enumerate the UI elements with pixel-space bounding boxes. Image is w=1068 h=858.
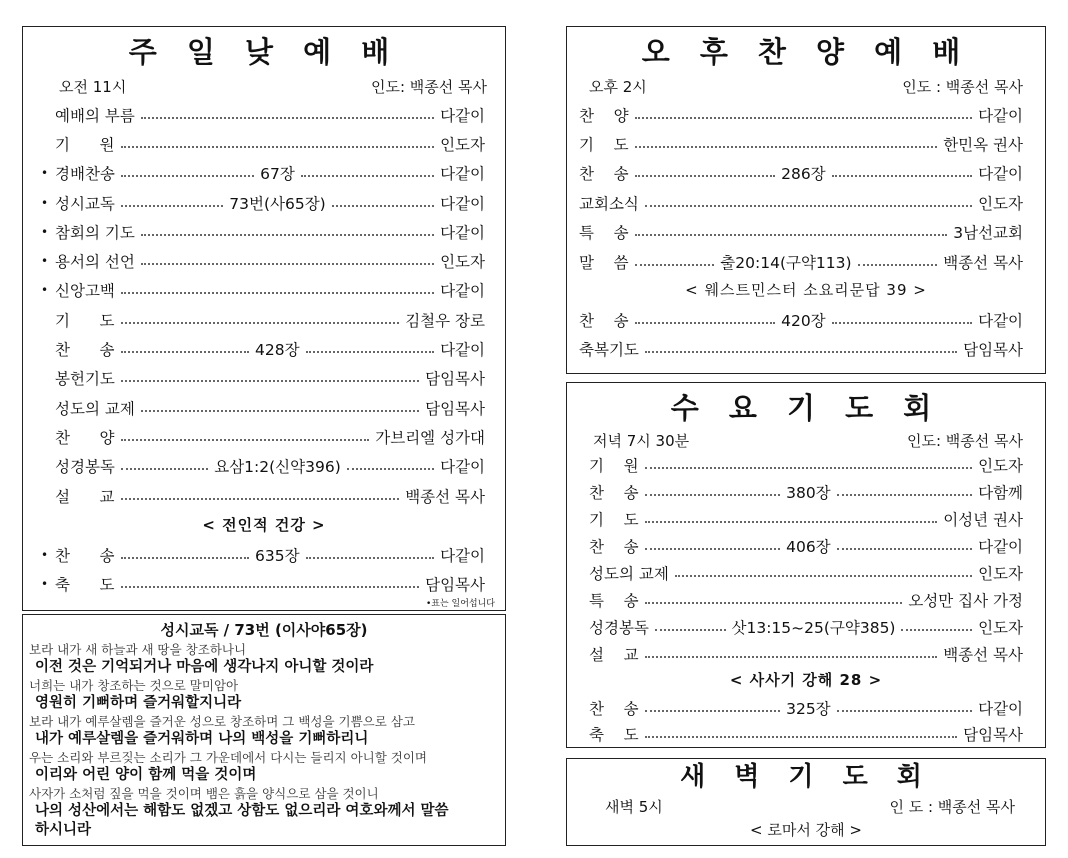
dotted-leader <box>635 146 938 148</box>
order-row <box>579 218 1023 247</box>
sunday-title: 주 일 낮 예 배 <box>128 35 400 69</box>
order-detail: 73번(사65장) <box>229 194 326 213</box>
afternoon-closing-list <box>567 305 1045 364</box>
dawn-leader: 인 도 : 백종선 목사 <box>889 797 1015 816</box>
order-person: 오성만 집사 가정 <box>908 591 1023 610</box>
order-label: 찬 송 <box>589 538 639 557</box>
sunday-sermon-title: < 전인적 건강 > <box>202 516 326 535</box>
order-detail: 406장 <box>786 538 831 557</box>
dotted-leader <box>121 351 250 353</box>
order-label: 성경봉독 <box>55 458 115 477</box>
standing-bullet: • <box>41 224 49 239</box>
order-person: 인도자 <box>978 194 1023 213</box>
congregation-line: 내가 예루살렘을 즐거워하며 나의 백성을 기뻐하리니 <box>35 731 369 747</box>
order-label: 찬 송 <box>579 165 629 184</box>
dotted-leader <box>121 175 254 177</box>
wednesday-order-list <box>567 452 1045 667</box>
dotted-leader <box>121 380 419 382</box>
standing-bullet: • <box>41 166 49 181</box>
dotted-leader <box>635 264 715 266</box>
order-row <box>41 364 485 393</box>
order-row <box>41 334 485 363</box>
order-person: 인도자 <box>440 135 485 154</box>
order-row <box>589 640 1023 667</box>
dotted-leader <box>675 575 972 577</box>
dotted-leader <box>141 410 419 412</box>
dotted-leader <box>645 548 780 550</box>
dotted-leader <box>635 117 972 119</box>
order-row <box>579 188 1023 217</box>
order-label: 찬 양 <box>55 428 115 447</box>
order-row <box>41 276 485 305</box>
order-row <box>41 422 485 451</box>
leader-line: 보라 내가 예루살렘을 즐거운 성으로 창조하며 그 백성을 기쁨으로 삼고 <box>29 714 415 729</box>
dotted-leader <box>121 468 208 470</box>
order-row <box>589 506 1023 533</box>
sunday-time: 오전 11시 <box>59 77 127 96</box>
order-label: 축 도 <box>55 576 115 595</box>
dotted-leader <box>121 322 400 324</box>
order-label: 성경봉독 <box>589 618 649 637</box>
order-person: 다같이 <box>440 546 485 565</box>
dotted-leader <box>645 602 903 604</box>
order-detail: 286장 <box>781 165 826 184</box>
order-person: 김철우 장로 <box>405 311 485 330</box>
wednesday-time: 저녁 7시 30분 <box>593 431 690 450</box>
dawn-header <box>567 793 1045 819</box>
wednesday-sub: < 사사기 강해 28 > <box>729 671 883 690</box>
order-label: 찬 양 <box>579 106 629 125</box>
order-label: 성도의 교제 <box>55 399 135 418</box>
order-person: 가브리엘 성가대 <box>375 428 485 447</box>
order-row <box>41 100 485 129</box>
order-row <box>589 479 1023 506</box>
sunday-service-box <box>22 26 506 611</box>
leader-line: 너희는 내가 창조하는 것으로 말미암아 <box>29 678 239 693</box>
order-row <box>589 694 1023 721</box>
dotted-leader <box>141 117 434 119</box>
order-person: 인도자 <box>440 253 485 272</box>
order-detail: 요삼1:2(신약396) <box>214 458 341 477</box>
order-person: 다같이 <box>440 223 485 242</box>
dotted-leader <box>837 494 972 496</box>
reading-title: 성시교독 / 73번 (이사야65장) <box>160 621 368 639</box>
dotted-leader <box>645 494 780 496</box>
dawn-service-box <box>566 758 1046 846</box>
sunday-leader: 인도: 백종선 목사 <box>370 77 487 96</box>
order-label: 예배의 부름 <box>55 106 135 125</box>
sunday-header <box>23 72 505 100</box>
order-label: 경배찬송 <box>55 165 115 184</box>
dawn-sub: < 로마서 강해 > <box>750 821 862 839</box>
dotted-leader <box>121 586 420 588</box>
dotted-leader <box>655 629 726 631</box>
order-row <box>589 721 1023 748</box>
dotted-leader <box>121 146 435 148</box>
order-person: 백종선 목사 <box>405 487 485 506</box>
order-person: 다같이 <box>978 165 1024 184</box>
order-person: 다함께 <box>978 484 1024 503</box>
dotted-leader <box>306 557 435 559</box>
order-label: 설 교 <box>589 645 639 664</box>
order-label: 축 도 <box>589 726 639 745</box>
order-person: 3남선교회 <box>953 224 1023 243</box>
dotted-leader <box>645 351 957 353</box>
order-label: 설 교 <box>55 487 115 506</box>
congregation-line: 하시니라 <box>35 822 92 838</box>
dotted-leader <box>141 234 434 236</box>
order-row <box>41 159 485 188</box>
order-person: 다같이 <box>978 538 1024 557</box>
dotted-leader <box>645 467 972 469</box>
sunday-closing-list <box>23 540 505 599</box>
dawn-title: 새 벽 기 도 회 <box>680 762 932 792</box>
wednesday-header <box>567 428 1045 452</box>
order-detail: 420장 <box>781 312 826 331</box>
order-row <box>41 246 485 275</box>
order-row <box>41 305 485 334</box>
order-label: 찬 송 <box>579 312 629 331</box>
order-label: 기 도 <box>579 136 629 155</box>
order-row <box>589 452 1023 479</box>
order-person: 담임목사 <box>425 576 485 595</box>
wednesday-title: 수 요 기 도 회 <box>670 391 942 425</box>
dotted-leader <box>858 264 938 266</box>
dotted-leader <box>121 557 250 559</box>
order-row <box>579 100 1023 129</box>
order-label: 교회소식 <box>579 194 639 213</box>
standing-bullet: • <box>41 283 49 298</box>
leader-line: 사자가 소처럼 짚을 먹을 것이며 뱀은 흙을 양식으로 삼을 것이니 <box>29 786 379 801</box>
order-row <box>589 533 1023 560</box>
order-person: 다같이 <box>440 458 486 477</box>
dotted-leader <box>306 351 435 353</box>
order-row <box>589 560 1023 587</box>
order-row <box>579 305 1023 334</box>
order-person: 담임목사 <box>963 726 1023 745</box>
dawn-time: 새벽 5시 <box>605 797 663 816</box>
order-person: 다같이 <box>978 699 1024 718</box>
standing-note: •표는 일어섭니다 <box>425 598 495 609</box>
order-person: 담임목사 <box>425 399 485 418</box>
standing-bullet: • <box>41 254 49 269</box>
dotted-leader <box>645 736 957 738</box>
dotted-leader <box>141 263 434 265</box>
dotted-leader <box>645 710 780 712</box>
order-row <box>41 452 485 481</box>
order-row <box>41 217 485 246</box>
order-label: 말 씀 <box>579 253 629 272</box>
wednesday-closing-list <box>567 694 1045 748</box>
order-label: 성시교독 <box>55 194 115 213</box>
order-person: 다같이 <box>978 106 1023 125</box>
order-row <box>41 481 485 510</box>
afternoon-time: 오후 2시 <box>589 77 647 96</box>
dotted-leader <box>832 175 972 177</box>
dotted-leader <box>645 521 938 523</box>
responsive-reading-box <box>22 614 506 846</box>
order-person: 다같이 <box>440 106 485 125</box>
afternoon-title: 오 후 찬 양 예 배 <box>641 35 971 69</box>
order-label: 용서의 선언 <box>55 253 135 272</box>
order-row <box>579 247 1023 276</box>
order-detail: 출20:14(구약113) <box>720 253 852 272</box>
order-label: 축복기도 <box>579 341 639 360</box>
order-person: 다같이 <box>440 194 486 213</box>
standing-bullet: • <box>41 195 49 210</box>
order-row <box>41 188 485 217</box>
congregation-line: 영원히 기뻐하며 즐거워할지니라 <box>35 695 242 711</box>
order-detail: 380장 <box>786 484 831 503</box>
order-row <box>579 335 1023 364</box>
afternoon-order-list <box>567 100 1045 276</box>
dotted-leader <box>832 322 972 324</box>
order-row <box>579 159 1023 188</box>
order-label: 특 송 <box>589 591 639 610</box>
order-label: 기 원 <box>589 457 639 476</box>
order-person: 백종선 목사 <box>943 645 1023 664</box>
order-label: 특 송 <box>579 224 629 243</box>
order-person: 인도자 <box>978 618 1023 637</box>
order-row <box>41 540 485 569</box>
order-row <box>41 129 485 158</box>
reading-lines <box>23 641 505 840</box>
order-person: 인도자 <box>978 565 1023 583</box>
leader-line: 우는 소리와 부르짖는 소리가 그 가운데에서 다시는 들리지 아니할 것이며 <box>29 750 428 765</box>
order-label: 찬 송 <box>55 546 115 565</box>
order-label: 참회의 기도 <box>55 223 135 242</box>
order-detail: 428장 <box>255 341 300 360</box>
congregation-line: 이리와 어린 양이 함께 먹을 것이며 <box>35 767 257 783</box>
standing-bullet: • <box>41 577 49 592</box>
order-label: 찬 송 <box>589 699 639 718</box>
order-row <box>41 569 485 598</box>
dotted-leader <box>121 439 370 441</box>
dotted-leader <box>635 234 948 236</box>
wednesday-leader: 인도: 백종선 목사 <box>906 431 1023 450</box>
congregation-line: 이전 것은 기억되거나 마음에 생각나지 아니할 것이라 <box>35 659 374 675</box>
order-label: 기 도 <box>589 511 639 530</box>
order-label: 봉헌기도 <box>55 370 115 389</box>
afternoon-service-box <box>566 26 1046 374</box>
wednesday-service-box <box>566 382 1046 748</box>
order-person: 백종선 목사 <box>943 253 1024 272</box>
order-person: 다같이 <box>440 341 485 360</box>
order-detail: 67장 <box>260 165 295 184</box>
dotted-leader <box>635 175 775 177</box>
order-person: 다같이 <box>440 282 485 301</box>
dotted-leader <box>645 656 938 658</box>
dotted-leader <box>121 205 223 207</box>
order-person: 담임목사 <box>963 341 1023 360</box>
congregation-line: 나의 성산에서는 해함도 없겠고 상함도 없으리라 여호와께서 말씀 <box>35 803 449 819</box>
dotted-leader <box>301 175 434 177</box>
order-detail: 325장 <box>786 699 831 718</box>
dotted-leader <box>837 710 972 712</box>
dotted-leader <box>837 548 972 550</box>
order-row <box>589 586 1023 613</box>
afternoon-header <box>567 72 1045 100</box>
leader-line: 보라 내가 새 하늘과 새 땅을 창조하나니 <box>29 642 247 657</box>
dotted-leader <box>347 468 434 470</box>
order-label: 기 원 <box>55 135 115 154</box>
order-person: 다같이 <box>440 165 485 184</box>
order-label: 신앙고백 <box>55 282 115 301</box>
order-row <box>579 129 1023 158</box>
standing-bullet: • <box>41 547 49 562</box>
dotted-leader <box>645 205 972 207</box>
order-label: 찬 송 <box>55 341 115 360</box>
order-detail: 삿13:15~25(구약385) <box>731 618 896 637</box>
order-person: 인도자 <box>978 457 1023 476</box>
order-person: 한민옥 권사 <box>943 136 1023 155</box>
dotted-leader <box>121 292 434 294</box>
afternoon-leader: 인도 : 백종선 목사 <box>902 77 1023 96</box>
order-label: 찬 송 <box>589 484 639 503</box>
dotted-leader <box>901 629 972 631</box>
dotted-leader <box>121 498 400 500</box>
afternoon-sub: < 웨스트민스터 소요리문답 39 > <box>685 281 927 300</box>
dotted-leader <box>635 322 775 324</box>
order-label: 기 도 <box>55 311 115 330</box>
order-detail: 635장 <box>255 546 300 565</box>
order-label: 성도의 교제 <box>589 565 669 583</box>
dotted-leader <box>332 205 434 207</box>
order-person: 이성년 권사 <box>943 511 1023 530</box>
order-row <box>589 613 1023 640</box>
sunday-order-list <box>23 100 505 510</box>
order-row <box>41 393 485 422</box>
order-person: 담임목사 <box>425 370 485 389</box>
order-person: 다같이 <box>978 312 1024 331</box>
